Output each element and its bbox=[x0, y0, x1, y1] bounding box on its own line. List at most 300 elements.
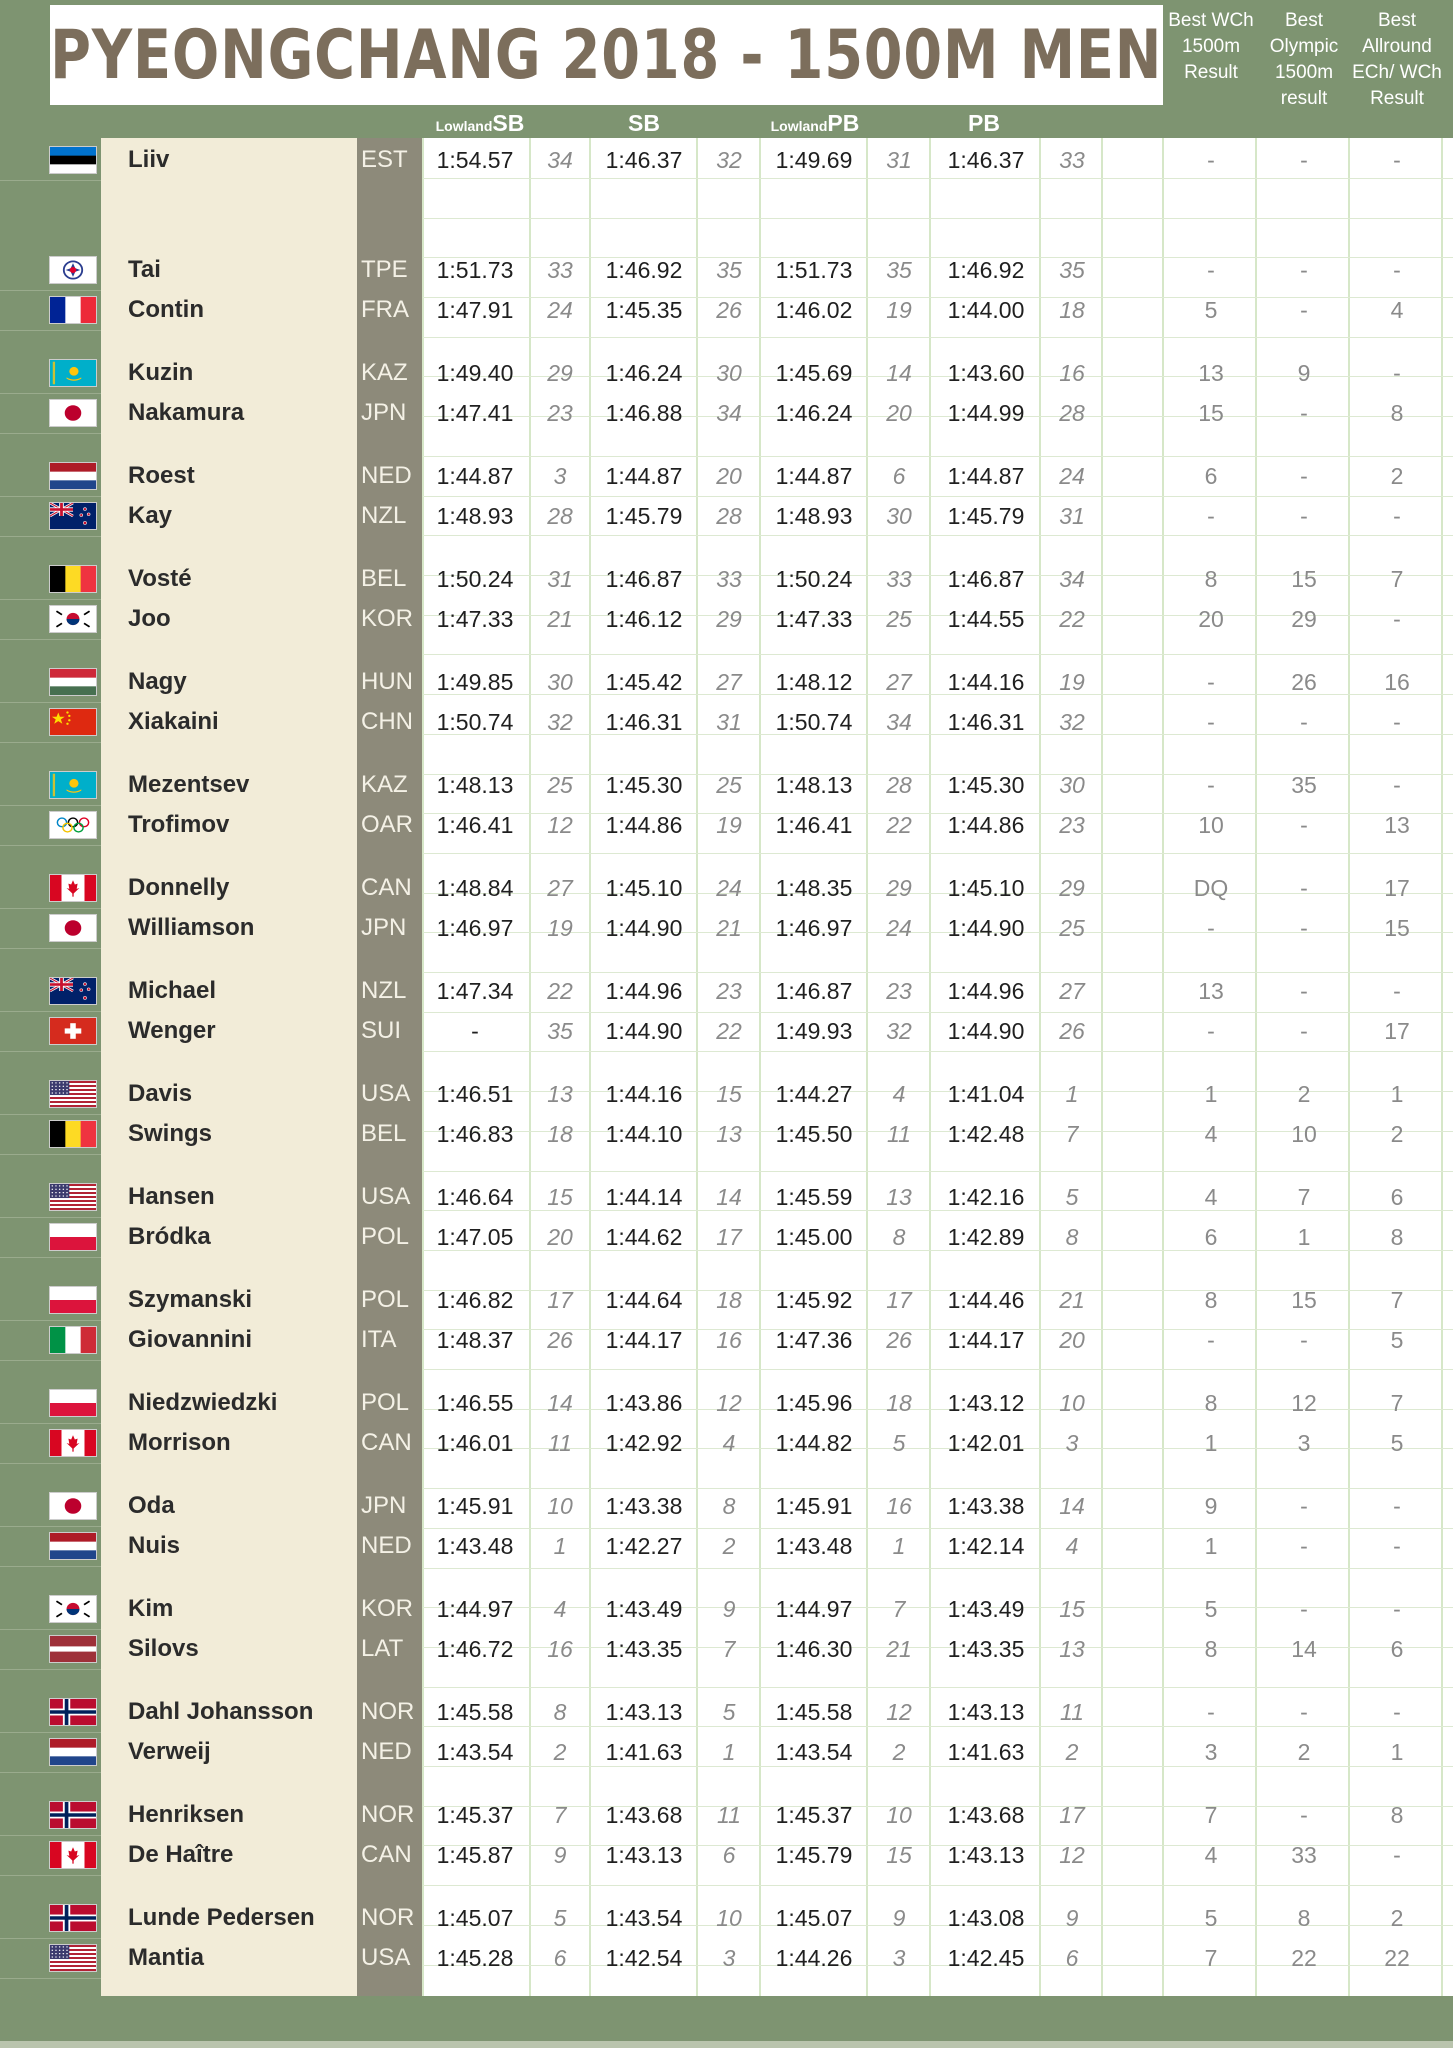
cell-wch: 10 bbox=[1198, 812, 1224, 838]
cell-lsb: 1:45.07 bbox=[436, 1905, 514, 1931]
cell-lpb: 1:47.36 bbox=[775, 1327, 853, 1353]
nation-code: USA bbox=[361, 1944, 411, 1971]
cell-allr: 7 bbox=[1390, 1390, 1404, 1416]
cell-lsb: - bbox=[471, 1018, 479, 1044]
athlete-name: Kuzin bbox=[128, 359, 194, 386]
cell-sb: 1:43.54 bbox=[605, 1905, 683, 1931]
cell-lpbr: 7 bbox=[892, 1596, 906, 1622]
cell-oly: - bbox=[1300, 1327, 1308, 1353]
cell-lsbr: 19 bbox=[547, 915, 573, 941]
cell-lsb: 1:46.55 bbox=[436, 1390, 514, 1416]
cell-pb: 1:43.68 bbox=[947, 1802, 1025, 1828]
cell-oly: - bbox=[1300, 1018, 1308, 1044]
cell-lsb: 1:46.01 bbox=[436, 1430, 514, 1456]
cell-lpbr: 15 bbox=[886, 1842, 912, 1868]
flag-lat-icon bbox=[49, 1635, 97, 1663]
athlete-name: Dahl Johansson bbox=[128, 1698, 314, 1725]
cell-sb: 1:44.96 bbox=[605, 978, 683, 1004]
cell-lpb: 1:49.93 bbox=[775, 1018, 853, 1044]
cell-lpb: 1:45.50 bbox=[775, 1121, 853, 1147]
flag-jpn-icon bbox=[49, 1492, 97, 1520]
cell-sb: 1:43.86 bbox=[605, 1390, 683, 1416]
cell-lpb: 1:48.35 bbox=[775, 875, 853, 901]
cell-allr: 17 bbox=[1384, 1018, 1410, 1044]
cell-pb: 1:44.86 bbox=[947, 812, 1025, 838]
cell-wch: 7 bbox=[1204, 1945, 1218, 1971]
grid-hline bbox=[423, 1687, 1453, 1688]
cell-sbr: 18 bbox=[716, 1287, 742, 1313]
nation-code: KAZ bbox=[361, 771, 408, 798]
cell-sbr: 25 bbox=[716, 772, 742, 798]
cell-lpb: 1:45.07 bbox=[775, 1905, 853, 1931]
cell-oly: - bbox=[1300, 1533, 1308, 1559]
cell-lpb: 1:47.33 bbox=[775, 606, 853, 632]
table-row bbox=[0, 250, 1453, 290]
cell-pb: 1:41.63 bbox=[947, 1739, 1025, 1765]
cell-pb: 1:44.16 bbox=[947, 669, 1025, 695]
cell-lpbr: 35 bbox=[886, 257, 912, 283]
athlete-name: Morrison bbox=[128, 1429, 231, 1456]
cell-pbr: 34 bbox=[1059, 566, 1085, 592]
cell-lsbr: 16 bbox=[547, 1636, 573, 1662]
cell-sbr: 4 bbox=[722, 1430, 736, 1456]
cell-lsbr: 11 bbox=[548, 1430, 572, 1456]
table-row bbox=[0, 1732, 1453, 1772]
cell-sbr: 30 bbox=[716, 360, 742, 386]
cell-lsbr: 20 bbox=[547, 1224, 573, 1250]
cell-lsb: 1:48.37 bbox=[436, 1327, 514, 1353]
cell-lpb: 1:46.97 bbox=[775, 915, 853, 941]
cell-sb: 1:46.24 bbox=[605, 360, 683, 386]
cell-lsbr: 27 bbox=[547, 875, 573, 901]
cell-lpb: 1:45.58 bbox=[775, 1699, 853, 1725]
cell-pbr: 29 bbox=[1059, 875, 1085, 901]
flag-jpn-icon bbox=[49, 914, 97, 942]
cell-wch: 5 bbox=[1204, 1905, 1218, 1931]
cell-lpbr: 33 bbox=[886, 566, 912, 592]
cell-lsb: 1:45.91 bbox=[436, 1493, 514, 1519]
cell-lsbr: 33 bbox=[547, 257, 573, 283]
cell-pbr: 15 bbox=[1059, 1596, 1085, 1622]
cell-allr: 8 bbox=[1390, 400, 1404, 426]
table-row bbox=[0, 599, 1453, 639]
cell-pbr: 18 bbox=[1059, 297, 1085, 323]
cell-oly: 22 bbox=[1291, 1945, 1317, 1971]
athlete-name: Kay bbox=[128, 502, 173, 529]
left-margin-line bbox=[0, 536, 101, 537]
cell-lpbr: 8 bbox=[892, 1224, 906, 1250]
cell-lpbr: 9 bbox=[892, 1905, 906, 1931]
cell-lpbr: 17 bbox=[886, 1287, 912, 1313]
cell-lsb: 1:45.28 bbox=[436, 1945, 514, 1971]
cell-sbr: 8 bbox=[722, 1493, 736, 1519]
cell-oly: 10 bbox=[1291, 1121, 1317, 1147]
cell-sb: 1:44.87 bbox=[605, 463, 683, 489]
cell-lsb: 1:46.72 bbox=[436, 1636, 514, 1662]
athlete-name: Hansen bbox=[128, 1183, 215, 1210]
cell-pb: 1:46.37 bbox=[947, 147, 1025, 173]
cell-sbr: 12 bbox=[716, 1390, 742, 1416]
cell-sbr: 21 bbox=[716, 915, 742, 941]
cell-sb: 1:44.86 bbox=[605, 812, 683, 838]
cell-wch: 7 bbox=[1204, 1802, 1218, 1828]
cell-sbr: 11 bbox=[717, 1802, 741, 1828]
table-row bbox=[0, 1383, 1453, 1423]
left-margin-line bbox=[0, 639, 101, 640]
nation-code: TPE bbox=[361, 256, 408, 283]
cell-wch: DQ bbox=[1193, 875, 1229, 901]
cell-sbr: 9 bbox=[722, 1596, 736, 1622]
flag-sui-icon bbox=[49, 1017, 97, 1045]
left-margin-line bbox=[0, 845, 101, 846]
cell-lpb: 1:45.92 bbox=[775, 1287, 853, 1313]
athlete-name: Szymanski bbox=[128, 1286, 253, 1313]
nation-code: POL bbox=[361, 1223, 410, 1250]
cell-oly: 9 bbox=[1297, 360, 1311, 386]
nation-code: KAZ bbox=[361, 359, 408, 386]
table-row bbox=[0, 1320, 1453, 1360]
cell-sbr: 29 bbox=[716, 606, 742, 632]
cell-pbr: 8 bbox=[1065, 1224, 1079, 1250]
cell-pb: 1:45.30 bbox=[947, 772, 1025, 798]
cell-pb: 1:44.90 bbox=[947, 915, 1025, 941]
athlete-name: Silovs bbox=[128, 1635, 199, 1662]
header-pb: PB bbox=[968, 110, 1000, 136]
cell-lpb: 1:44.82 bbox=[775, 1430, 853, 1456]
cell-sbr: 28 bbox=[716, 503, 742, 529]
cell-lpbr: 32 bbox=[886, 1018, 912, 1044]
cell-lsb: 1:46.82 bbox=[436, 1287, 514, 1313]
cell-sbr: 17 bbox=[716, 1224, 742, 1250]
table-row bbox=[0, 868, 1453, 908]
flag-bel-icon bbox=[49, 1120, 97, 1148]
cell-lsb: 1:45.87 bbox=[436, 1842, 514, 1868]
table-row bbox=[0, 908, 1453, 948]
cell-sb: 1:43.38 bbox=[605, 1493, 683, 1519]
flag-usa-icon bbox=[49, 1944, 97, 1972]
cell-lpb: 1:45.79 bbox=[775, 1842, 853, 1868]
flag-ita-icon bbox=[49, 1326, 97, 1354]
cell-pbr: 10 bbox=[1059, 1390, 1085, 1416]
table-row bbox=[0, 1423, 1453, 1463]
cell-sb: 1:41.63 bbox=[605, 1739, 683, 1765]
cell-lsb: 1:47.34 bbox=[436, 978, 514, 1004]
cell-lsb: 1:46.51 bbox=[436, 1081, 514, 1107]
cell-sb: 1:44.10 bbox=[605, 1121, 683, 1147]
cell-pbr: 17 bbox=[1059, 1802, 1085, 1828]
cell-oly: - bbox=[1300, 978, 1308, 1004]
cell-lpb: 1:45.69 bbox=[775, 360, 853, 386]
nation-code: CAN bbox=[361, 874, 412, 901]
cell-lpb: 1:46.02 bbox=[775, 297, 853, 323]
cell-lpb: 1:46.87 bbox=[775, 978, 853, 1004]
nation-code: EST bbox=[361, 146, 408, 173]
cell-pb: 1:44.55 bbox=[947, 606, 1025, 632]
cell-lsbr: 9 bbox=[553, 1842, 567, 1868]
cell-sbr: 7 bbox=[722, 1636, 736, 1662]
nation-code: NED bbox=[361, 462, 412, 489]
left-margin-line bbox=[0, 1051, 101, 1052]
cell-lpb: 1:45.00 bbox=[775, 1224, 853, 1250]
left-margin-line bbox=[0, 1875, 101, 1876]
cell-lsbr: 10 bbox=[547, 1493, 573, 1519]
cell-lsb: 1:44.97 bbox=[436, 1596, 514, 1622]
cell-oly: - bbox=[1300, 297, 1308, 323]
cell-lpbr: 25 bbox=[886, 606, 912, 632]
cell-lpbr: 29 bbox=[886, 875, 912, 901]
cell-lsb: 1:46.64 bbox=[436, 1184, 514, 1210]
table-row bbox=[0, 1898, 1453, 1938]
cell-wch: - bbox=[1207, 772, 1215, 798]
cell-allr: 7 bbox=[1390, 1287, 1404, 1313]
cell-pbr: 22 bbox=[1059, 606, 1085, 632]
cell-oly: 15 bbox=[1291, 566, 1317, 592]
table-row bbox=[0, 559, 1453, 599]
nation-code: CAN bbox=[361, 1841, 412, 1868]
cell-sb: 1:45.79 bbox=[605, 503, 683, 529]
cell-allr: - bbox=[1393, 1596, 1401, 1622]
cell-lsbr: 32 bbox=[547, 709, 573, 735]
cell-sb: 1:46.37 bbox=[605, 147, 683, 173]
cell-pb: 1:46.92 bbox=[947, 257, 1025, 283]
cell-pb: 1:44.96 bbox=[947, 978, 1025, 1004]
cell-oly: - bbox=[1300, 709, 1308, 735]
table-row bbox=[0, 1629, 1453, 1669]
cell-lsbr: 31 bbox=[547, 566, 573, 592]
cell-oly: - bbox=[1300, 1802, 1308, 1828]
cell-wch: - bbox=[1207, 147, 1215, 173]
cell-oly: - bbox=[1300, 1493, 1308, 1519]
cell-pb: 1:43.13 bbox=[947, 1842, 1025, 1868]
cell-sb: 1:44.17 bbox=[605, 1327, 683, 1353]
grid-hline bbox=[423, 1369, 1453, 1370]
cell-allr: 8 bbox=[1390, 1802, 1404, 1828]
cell-pbr: 3 bbox=[1065, 1430, 1079, 1456]
athlete-name: Bródka bbox=[128, 1223, 211, 1250]
cell-sb: 1:44.90 bbox=[605, 915, 683, 941]
athlete-name: Roest bbox=[128, 462, 195, 489]
cell-allr: - bbox=[1393, 709, 1401, 735]
athlete-name: Nakamura bbox=[128, 399, 245, 426]
cell-wch: - bbox=[1207, 709, 1215, 735]
cell-pb: 1:42.01 bbox=[947, 1430, 1025, 1456]
cell-sb: 1:43.13 bbox=[605, 1842, 683, 1868]
cell-lsbr: 29 bbox=[547, 360, 573, 386]
cell-lpb: 1:43.54 bbox=[775, 1739, 853, 1765]
nation-code: NZL bbox=[361, 977, 407, 1004]
athlete-name: Niedzwiedzki bbox=[128, 1389, 278, 1416]
cell-pb: 1:46.31 bbox=[947, 709, 1025, 735]
cell-allr: - bbox=[1393, 772, 1401, 798]
nation-code: FRA bbox=[361, 296, 409, 323]
athlete-name: Kim bbox=[128, 1595, 174, 1622]
cell-lsbr: 7 bbox=[553, 1802, 567, 1828]
flag-usa-icon bbox=[49, 1183, 97, 1211]
cell-sb: 1:42.54 bbox=[605, 1945, 683, 1971]
cell-oly: 35 bbox=[1291, 772, 1317, 798]
cell-pbr: 28 bbox=[1059, 400, 1085, 426]
table-row bbox=[0, 971, 1453, 1011]
cell-allr: 6 bbox=[1390, 1636, 1404, 1662]
table-row bbox=[0, 1280, 1453, 1320]
flag-chn-icon bbox=[49, 708, 97, 736]
cell-wch: 13 bbox=[1198, 978, 1224, 1004]
cell-allr: - bbox=[1393, 147, 1401, 173]
cell-wch: - bbox=[1207, 669, 1215, 695]
cell-lsbr: 28 bbox=[547, 503, 573, 529]
cell-oly: 8 bbox=[1297, 1905, 1311, 1931]
grid-hline bbox=[423, 1568, 1453, 1569]
cell-sbr: 31 bbox=[716, 709, 742, 735]
cell-allr: 7 bbox=[1390, 566, 1404, 592]
flag-ned-icon bbox=[49, 462, 97, 490]
nation-code: NOR bbox=[361, 1904, 415, 1931]
cell-allr: - bbox=[1393, 1493, 1401, 1519]
cell-lsbr: 35 bbox=[547, 1018, 573, 1044]
cell-wch: 6 bbox=[1204, 1224, 1218, 1250]
header-best-allround: Best Allround ECh/ WCh Result bbox=[1352, 10, 1442, 109]
athlete-name: Davis bbox=[128, 1080, 193, 1107]
nation-code: NOR bbox=[361, 1698, 415, 1725]
cell-lsbr: 30 bbox=[547, 669, 573, 695]
cell-lsb: 1:46.97 bbox=[436, 915, 514, 941]
cell-lpb: 1:48.13 bbox=[775, 772, 853, 798]
cell-wch: 9 bbox=[1204, 1493, 1218, 1519]
cell-sbr: 35 bbox=[716, 257, 742, 283]
cell-oly: 3 bbox=[1297, 1430, 1311, 1456]
cell-wch: - bbox=[1207, 1327, 1215, 1353]
flag-nor-icon bbox=[49, 1904, 97, 1932]
left-margin-line bbox=[0, 948, 101, 949]
left-margin-line bbox=[0, 1669, 101, 1670]
cell-sbr: 27 bbox=[716, 669, 742, 695]
cell-oly: - bbox=[1300, 147, 1308, 173]
cell-lsbr: 25 bbox=[547, 772, 573, 798]
cell-pbr: 35 bbox=[1059, 257, 1085, 283]
left-margin-line bbox=[0, 433, 101, 434]
nation-code: POL bbox=[361, 1286, 410, 1313]
cell-allr: 5 bbox=[1390, 1430, 1404, 1456]
cell-sbr: 26 bbox=[716, 297, 742, 323]
cell-sb: 1:44.16 bbox=[605, 1081, 683, 1107]
cell-lsb: 1:47.33 bbox=[436, 606, 514, 632]
left-margin-line bbox=[0, 330, 101, 331]
cell-pb: 1:44.46 bbox=[947, 1287, 1025, 1313]
cell-allr: 6 bbox=[1390, 1184, 1404, 1210]
athlete-name: Contin bbox=[128, 296, 204, 323]
cell-allr: - bbox=[1393, 360, 1401, 386]
flag-jpn-icon bbox=[49, 399, 97, 427]
header-best-olympic: Best Olympic 1500m result bbox=[1269, 10, 1339, 109]
cell-sb: 1:46.31 bbox=[605, 709, 683, 735]
cell-sb: 1:44.90 bbox=[605, 1018, 683, 1044]
flag-pol-icon bbox=[49, 1389, 97, 1417]
cell-pb: 1:42.14 bbox=[947, 1533, 1025, 1559]
cell-lsbr: 2 bbox=[553, 1739, 567, 1765]
cell-lpbr: 12 bbox=[886, 1699, 912, 1725]
nation-code: OAR bbox=[361, 811, 414, 838]
cell-wch: 3 bbox=[1204, 1739, 1218, 1765]
cell-pb: 1:42.89 bbox=[947, 1224, 1025, 1250]
cell-pbr: 2 bbox=[1065, 1739, 1079, 1765]
athlete-name: Nuis bbox=[128, 1532, 181, 1559]
cell-sbr: 34 bbox=[716, 400, 742, 426]
cell-lpb: 1:49.69 bbox=[775, 147, 853, 173]
cell-lsbr: 17 bbox=[547, 1287, 573, 1313]
nation-code: USA bbox=[361, 1183, 411, 1210]
cell-lpbr: 18 bbox=[886, 1390, 912, 1416]
grid-hline bbox=[423, 1885, 1453, 1886]
table-row bbox=[0, 765, 1453, 805]
nation-code: NED bbox=[361, 1738, 412, 1765]
cell-lsbr: 34 bbox=[547, 147, 573, 173]
cell-sb: 1:45.10 bbox=[605, 875, 683, 901]
cell-wch: - bbox=[1207, 915, 1215, 941]
cell-sbr: 6 bbox=[722, 1842, 736, 1868]
cell-allr: - bbox=[1393, 1842, 1401, 1868]
grid-hline bbox=[423, 853, 1453, 854]
header-lowland-pb: LowlandPB bbox=[770, 110, 860, 136]
table-row bbox=[0, 290, 1453, 330]
cell-lsbr: 22 bbox=[547, 978, 573, 1004]
cell-wch: 4 bbox=[1204, 1184, 1218, 1210]
cell-lsbr: 3 bbox=[553, 463, 567, 489]
flag-kaz-icon bbox=[49, 359, 97, 387]
cell-lpb: 1:51.73 bbox=[775, 257, 853, 283]
table-row bbox=[0, 393, 1453, 433]
nation-code: CHN bbox=[361, 708, 413, 735]
cell-sb: 1:44.62 bbox=[605, 1224, 683, 1250]
cell-sbr: 15 bbox=[716, 1081, 742, 1107]
nation-code: BEL bbox=[361, 565, 407, 592]
cell-pbr: 12 bbox=[1059, 1842, 1085, 1868]
cell-wch: 4 bbox=[1204, 1842, 1218, 1868]
cell-lsb: 1:50.24 bbox=[436, 566, 514, 592]
cell-sb: 1:45.35 bbox=[605, 297, 683, 323]
cell-sbr: 16 bbox=[716, 1327, 742, 1353]
cell-lsbr: 6 bbox=[553, 1945, 567, 1971]
cell-sb: 1:46.88 bbox=[605, 400, 683, 426]
cell-lsbr: 15 bbox=[547, 1184, 573, 1210]
cell-lpbr: 26 bbox=[886, 1327, 912, 1353]
cell-allr: 2 bbox=[1390, 463, 1404, 489]
cell-wch: 1 bbox=[1204, 1430, 1218, 1456]
title-banner bbox=[50, 5, 1163, 105]
cell-wch: 15 bbox=[1198, 400, 1224, 426]
cell-sbr: 33 bbox=[716, 566, 742, 592]
table-row bbox=[0, 1074, 1453, 1114]
cell-pbr: 33 bbox=[1059, 147, 1085, 173]
cell-wch: 20 bbox=[1198, 606, 1224, 632]
cell-allr: 4 bbox=[1390, 297, 1404, 323]
left-margin-line bbox=[0, 1257, 101, 1258]
cell-oly: - bbox=[1300, 915, 1308, 941]
cell-pb: 1:43.13 bbox=[947, 1699, 1025, 1725]
cell-lpbr: 22 bbox=[886, 812, 912, 838]
cell-pb: 1:43.49 bbox=[947, 1596, 1025, 1622]
cell-pb: 1:43.60 bbox=[947, 360, 1025, 386]
cell-wch: - bbox=[1207, 257, 1215, 283]
cell-lsb: 1:50.74 bbox=[436, 709, 514, 735]
cell-oly: 7 bbox=[1297, 1184, 1311, 1210]
athlete-name: Lunde Pedersen bbox=[128, 1904, 315, 1931]
cell-allr: - bbox=[1393, 503, 1401, 529]
nation-code: KOR bbox=[361, 1595, 414, 1622]
cell-sb: 1:44.14 bbox=[605, 1184, 683, 1210]
nation-code: USA bbox=[361, 1080, 411, 1107]
cell-pb: 1:44.99 bbox=[947, 400, 1025, 426]
flag-kor-icon bbox=[49, 1595, 97, 1623]
